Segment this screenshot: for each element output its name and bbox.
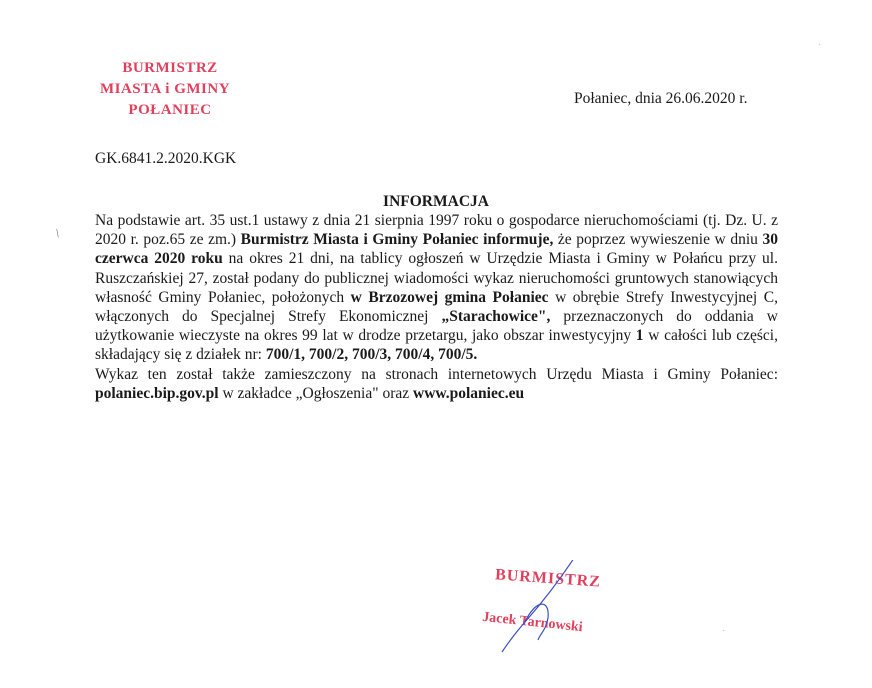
document-heading: INFORMACJA [383,193,489,210]
paragraph-2 [95,365,778,403]
stamp-line-2: MIASTA i GMINY [99,81,231,97]
text-run: w zakładce „Ogłoszenia" oraz [218,384,413,402]
scan-speck: · [818,40,822,51]
signature-name: Jacek Tarnowski [481,609,584,636]
text-run: w całości lub części, składający się z działek nr: [95,327,778,364]
text-run-bold: 700/1, 700/2, 700/3, 700/4, 700/5. [265,346,478,364]
reference-number: GK.6841.2.2020.KGK [95,150,237,167]
website-link: www.polaniec.eu [413,384,525,402]
stamp-line-3: POŁANIEC [128,102,212,118]
handwritten-signature-icon [480,560,640,670]
text-run: przeznaczonych do oddania w użytkowanie wieczyste na okres 99 lat w drodze przetargu, jako obszar inwestycyjny [95,308,778,345]
text-run-bold: „Starachowice", [441,308,551,326]
signature-block [480,560,640,670]
text-run: że poprzez wywieszenie w dniu [553,231,763,249]
bip-link: polaniec.bip.gov.pl [95,384,219,402]
text-run: Na podstawie art. 35 ust.1 ustawy z dnia 21 sierpnia 1997 roku o gospodarce nieruchomościami (tj. Dz. U. z 2020 r. poz.65 ze zm.) [95,212,778,249]
stamp-line-1: BURMISTRZ [122,60,218,76]
text-run-bold: w Brzozowej gmina Połaniec [350,288,549,306]
header-stamp [80,58,260,121]
text-run: Wykaz ten został także zamieszczony na stronach internetowych Urzędu Miasta i Gminy Połaniec: [95,365,778,383]
text-run: w obrębie Strefy Inwestycyjnej C, włączonych do Specjalnej Strefy Ekonomicznej [95,288,778,326]
text-run: na okres 21 dni, na tablicy ogłoszeń w Urzędzie Miasta i Gminy w Połańcu przy ul. Ruszczańskiej 27, został podany do publicznej wiadomości wykaz nieruchomości gruntowych stanowiących własność Gminy Połaniec, położonych [95,250,778,306]
text-run-bold: 30 czerwca 2020 roku [95,231,778,268]
signature-title: BURMISTRZ [494,566,602,591]
paragraph-1 [95,211,778,365]
margin-mark: / [52,226,63,240]
scan-speck: · [722,626,726,637]
text-run-bold: 1 [635,327,644,345]
place-date: Połaniec, dnia 26.06.2020 r. [574,90,748,107]
text-run-bold: Burmistrz Miasta i Gminy Połaniec informuje, [240,231,554,249]
document-body [95,211,778,403]
